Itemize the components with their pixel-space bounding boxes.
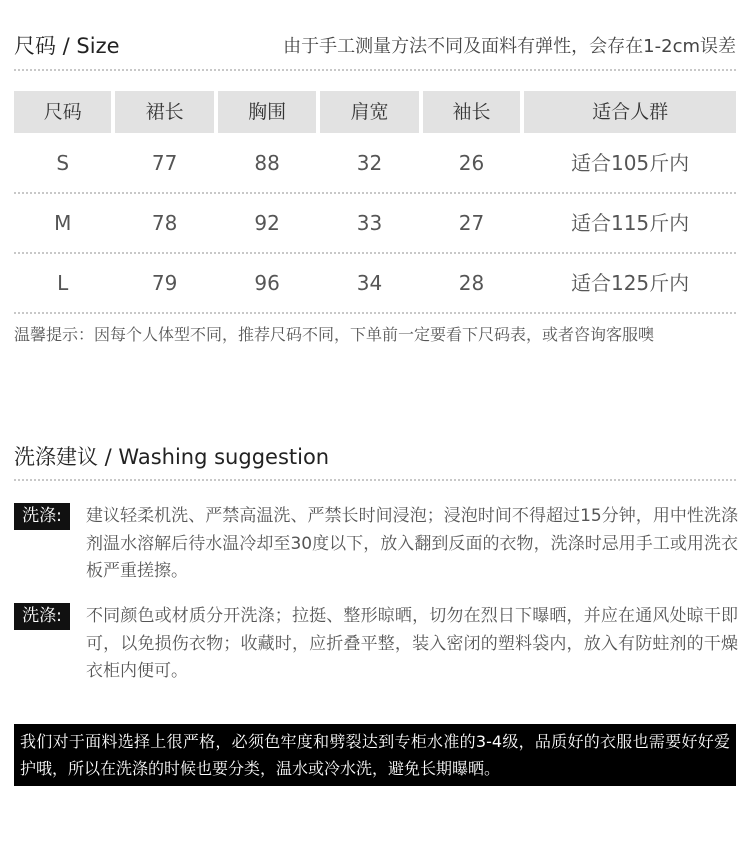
cell-length: 78 [151, 211, 178, 235]
cell-bust: 96 [254, 271, 280, 295]
cell-fit: 适合105斤内 [570, 151, 690, 175]
cell-sleeve: 28 [458, 271, 485, 295]
table-row [14, 133, 736, 193]
washing-label: 洗涤: [14, 603, 70, 630]
header-sleeve: 袖长 [423, 91, 520, 133]
cell-shoulder: 32 [356, 151, 383, 175]
header-shoulder: 肩宽 [320, 91, 418, 133]
cell-size: L [57, 271, 69, 295]
size-table-header [14, 91, 736, 133]
cell-length: 79 [151, 271, 178, 295]
cell-fit: 适合125斤内 [570, 271, 690, 295]
header-size: 尺码 [14, 91, 111, 133]
size-measurement-note: 由于手工测量方法不同及面料有弹性，会存在1-2cm误差 [283, 36, 736, 57]
cell-size: M [54, 211, 72, 235]
cell-shoulder: 33 [356, 211, 383, 235]
row-divider [14, 312, 736, 314]
washing-section-title: 洗涤建议 / Washing suggestion [14, 445, 330, 469]
cell-size: S [56, 151, 70, 175]
washing-label: 洗涤: [14, 503, 70, 530]
header-fit: 适合人群 [524, 91, 736, 133]
cell-length: 77 [151, 151, 178, 175]
divider [14, 479, 736, 481]
table-row [14, 193, 736, 253]
cell-fit: 适合115斤内 [570, 211, 690, 235]
cell-bust: 92 [254, 211, 280, 235]
table-row [14, 253, 736, 313]
cell-sleeve: 27 [458, 211, 485, 235]
cell-sleeve: 26 [458, 151, 485, 175]
size-tip: 温馨提示：因每个人体型不同，推荐尺码不同，下单前一定要看下尺码表，或者咨询客服噢 [14, 325, 655, 344]
washing-instruction-text: 建议轻柔机洗、严禁高温洗、严禁长时间浸泡；浸泡时间不得超过15分钟，用中性洗涤剂温水溶解后待水温冷却至30度以下，放入翻到反面的衣物，洗涤时忌用手工或用洗衣板严重搓擦。 [86, 506, 738, 581]
washing-instruction-text: 不同颜色或材质分开洗涤；拉挺、整形晾晒，切勿在烈日下曝晒，并应在通风处晾干即可，以免损伤衣物；收藏时，应折叠平整，装入密闭的塑料袋内，放入有防蛀剂的干燥衣柜内便可。 [86, 606, 738, 681]
cell-shoulder: 34 [356, 271, 383, 295]
care-notice-banner: 我们对于面料选择上很严格，必须色牢度和劈裂达到专柜水准的3-4级，品质好的衣服也需要好好爱护哦，所以在洗涤的时候也要分类，温水或冷水洗，避免长期曝晒。 [14, 724, 736, 786]
header-length: 裙长 [115, 91, 213, 133]
header-bust: 胸围 [218, 91, 316, 133]
size-section-title: 尺码 / Size [14, 34, 120, 58]
cell-bust: 88 [254, 151, 280, 175]
divider [14, 69, 736, 71]
